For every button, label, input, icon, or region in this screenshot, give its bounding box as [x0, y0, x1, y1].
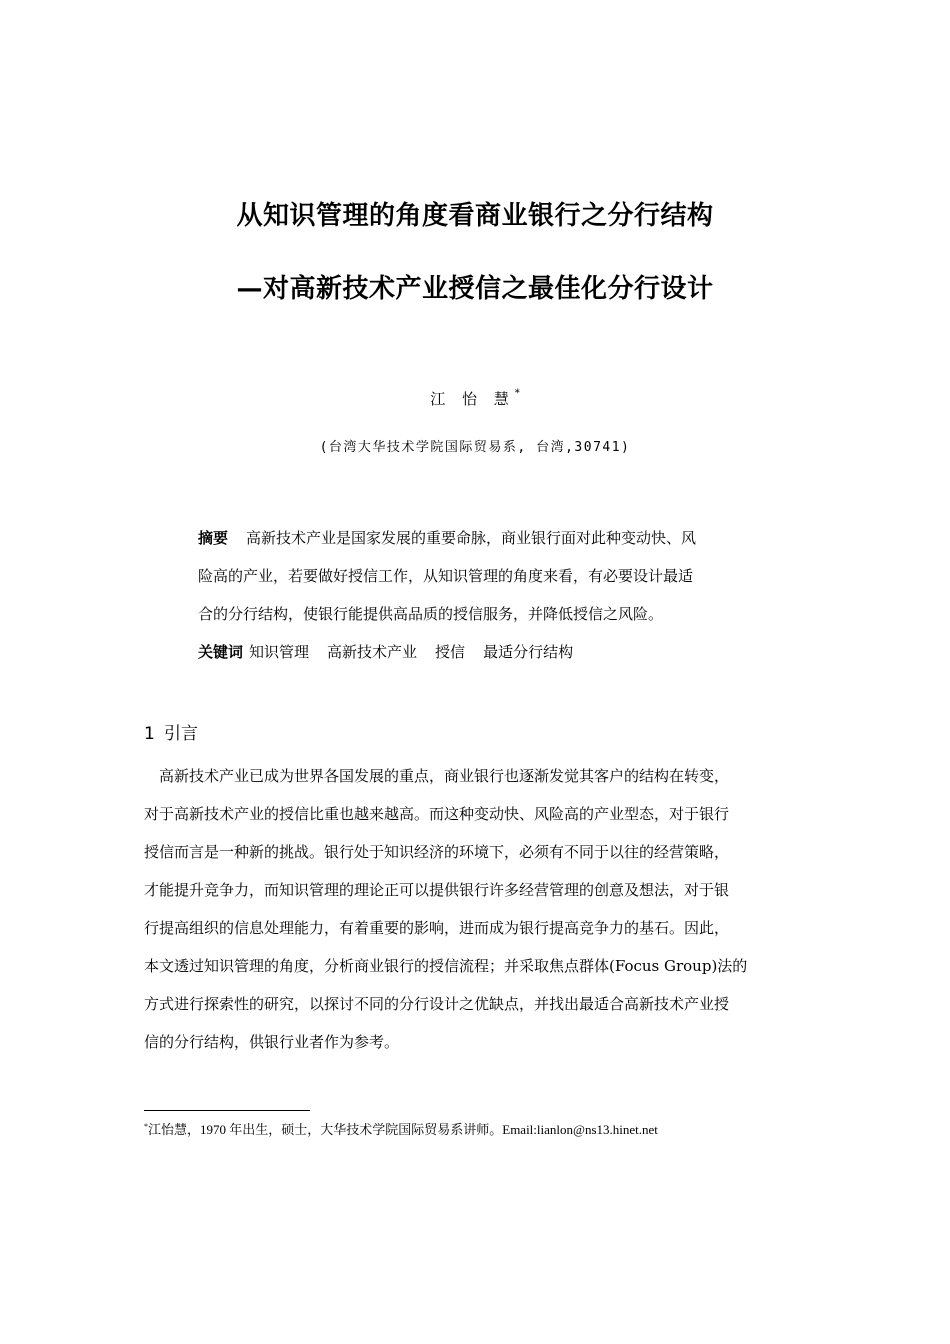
- keyword: 高新技术产业: [327, 643, 418, 661]
- body-line: 方式进行探索性的研究，以探讨不同的分行设计之优缺点，并找出最适合高新技术产业授: [144, 995, 730, 1013]
- footnote: [144, 1119, 658, 1138]
- footnote-divider: [144, 1110, 310, 1111]
- keyword: 知识管理: [249, 643, 310, 661]
- keyword: 最适分行结构: [483, 643, 574, 661]
- author-name: 江 怡 慧: [430, 390, 515, 408]
- body-line: 本文透过知识管理的角度，分析商业银行的授信流程；并采取焦点群体(Focus Group)法的: [144, 957, 748, 975]
- footnote-text: 江怡慧，1970 年出生，硕士，大华技术学院国际贸易系讲师。Email:lianlon@ns13.hinet.net: [148, 1122, 658, 1137]
- abstract-text: 高新技术产业是国家发展的重要命脉，商业银行面对此种变动快、风: [246, 529, 697, 547]
- section-heading: [144, 719, 198, 744]
- author-affiliation: (台湾大华技术学院国际贸易系, 台湾,30741): [319, 440, 631, 455]
- keywords-label: 关键词: [198, 643, 244, 661]
- paper-title-line1: 从知识管理的角度看商业银行之分行结构: [236, 201, 714, 231]
- abstract-line-1: [198, 527, 696, 548]
- author: [0, 388, 950, 409]
- section-title: 引言: [164, 724, 198, 744]
- abstract-label: 摘要: [198, 529, 229, 547]
- body-line: 才能提升竞争力，而知识管理的理论正可以提供银行许多经营管理的创意及想法，对于银: [144, 881, 730, 899]
- abstract-line-2: 险高的产业，若要做好授信工作，从知识管理的角度来看，有必要设计最适: [198, 567, 694, 585]
- abstract-line-3: 合的分行结构，使银行能提供高品质的授信服务，并降低授信之风险。: [198, 605, 664, 623]
- author-footnote-mark: *: [514, 388, 520, 399]
- section-number: 1: [144, 724, 155, 744]
- body-line: 信的分行结构，供银行业者作为参考。: [144, 1033, 400, 1051]
- footnote-mark: *: [144, 1122, 148, 1131]
- body-line: 对于高新技术产业的授信比重也越来越高。而这种变动快、风险高的产业型态，对于银行: [144, 805, 730, 823]
- body-line: 授信而言是一种新的挑战。银行处于知识经济的环境下，必须有不同于以往的经营策略，: [144, 843, 730, 861]
- paper-title-line2: —对高新技术产业授信之最佳化分行设计: [236, 274, 714, 304]
- body-line: 行提高组织的信息处理能力，有着重要的影响，进而成为银行提高竞争力的基石。因此，: [144, 919, 730, 937]
- keyword: 授信: [435, 643, 466, 661]
- keywords: [198, 641, 573, 662]
- body-line: 高新技术产业已成为世界各国发展的重点，商业银行也逐渐发觉其客户的结构在转变，: [144, 767, 730, 785]
